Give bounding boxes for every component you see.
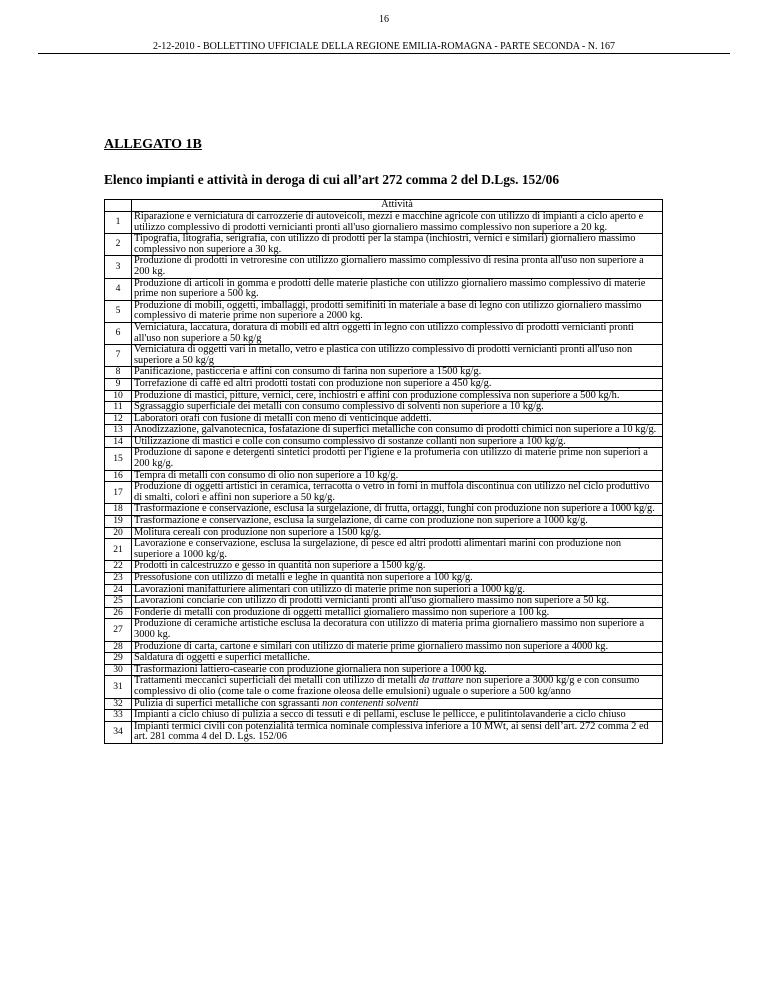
table-row: [105, 641, 663, 653]
row-number: 34: [105, 721, 132, 743]
activity-description: Produzione di ceramiche artistiche esclusa la decoratura con utilizzo di materia prima giornaliero massimo non superiore a 3000 kg.: [132, 619, 663, 641]
activity-description: [132, 676, 663, 698]
activity-description: Pressofusione con utilizzo di metalli e leghe in quantità non superiore a 100 kg/g.: [132, 573, 663, 585]
activity-description: Produzione di carta, cartone e similari con utilizzo di materie prime giornaliero massimo non superiore a 4000 kg.: [132, 641, 663, 653]
row-number: 29: [105, 653, 132, 665]
table-row: [105, 721, 663, 743]
table-row: [105, 504, 663, 516]
list-title: Elenco impianti e attività in deroga di cui all’art 272 comma 2 del D.Lgs. 152/06: [104, 172, 560, 187]
activity-description: Sgrassaggio superficiale dei metalli con consumo complessivo di solventi non superiore a 10 kg/g.: [132, 402, 663, 414]
row-number: 28: [105, 641, 132, 653]
row-number: 15: [105, 448, 132, 470]
table-row: [105, 470, 663, 482]
page-number: 16: [379, 14, 389, 25]
activity-description: Verniciatura di oggetti vari in metallo, vetro e plastica con utilizzo complessivo di prodotti vernicianti pronti all'uso non superiore a 50 kg/g: [132, 345, 663, 367]
description-italic-part: da trattare: [418, 675, 464, 687]
table-row: [105, 367, 663, 379]
activity-description: Tipografia, litografia, serigrafia, con utilizzo di prodotti per la stampa (inchiostri, vernici e similari) giornaliero massimo complessivo non superiore a 30 kg.: [132, 234, 663, 256]
row-number: 22: [105, 561, 132, 573]
row-number: 26: [105, 607, 132, 619]
row-number: 13: [105, 425, 132, 437]
row-number: 32: [105, 698, 132, 710]
table-row: [105, 345, 663, 367]
row-number: 12: [105, 413, 132, 425]
table-row: [105, 561, 663, 573]
activity-description: Anodizzazione, galvanotecnica, fosfatazione di superfici metalliche con consumo di prodotti chimici non superiore a 10 kg/g.: [132, 425, 663, 437]
table-row: [105, 664, 663, 676]
row-number: 20: [105, 527, 132, 539]
row-number: 25: [105, 596, 132, 608]
table-row: [105, 300, 663, 322]
activity-description: Laboratori orafi con fusione di metalli con meno di venticinque addetti.: [132, 413, 663, 425]
table-header-row: [105, 200, 663, 212]
activity-description: Lavorazioni manifatturiere alimentari con utilizzo di materie prime non superiori a 1000 kg/g.: [132, 584, 663, 596]
table-row: [105, 482, 663, 504]
table-row: [105, 278, 663, 300]
activity-description: Impianti a ciclo chiuso di pulizia a secco di tessuti e di pellami, escluse le pellicce, e pulitintolavanderie a ciclo chiuso: [132, 710, 663, 722]
activity-description: Torrefazione di caffè ed altri prodotti tostati con produzione non superiore a 450 kg/g.: [132, 378, 663, 390]
table-row: [105, 710, 663, 722]
activity-description: Molitura cereali con produzione non superiore a 1500 kg/g.: [132, 527, 663, 539]
row-number: 27: [105, 619, 132, 641]
row-number: 7: [105, 345, 132, 367]
table-row: [105, 256, 663, 278]
table-row: [105, 390, 663, 402]
description-part: Trattamenti meccanici superficiali dei metalli con utilizzo di metalli: [134, 675, 419, 687]
row-number: 8: [105, 367, 132, 379]
table-row: [105, 212, 663, 234]
table-row: [105, 322, 663, 344]
activities-table: [104, 199, 663, 744]
table-row: [105, 539, 663, 561]
activity-description: Impianti termici civili con potenzialità termica nominale complessiva inferiore a 10 MWt, ai sensi dell’art. 272 comma 2 ed art. 281 comma 4 del D. Lgs. 152/06: [132, 721, 663, 743]
number-column-header: [105, 200, 132, 212]
row-number: 5: [105, 300, 132, 322]
activity-description: Produzione di mastici, pitture, vernici, cere, inchiostri e affini con produzione complessiva non superiore a 500 kg/h.: [132, 390, 663, 402]
activity-description: Fonderie di metalli con produzione di oggetti metallici giornaliero massimo non superiore a 100 kg.: [132, 607, 663, 619]
table-row: [105, 698, 663, 710]
row-number: 19: [105, 516, 132, 528]
row-number: 2: [105, 234, 132, 256]
row-number: 9: [105, 378, 132, 390]
row-number: 14: [105, 436, 132, 448]
activity-description: Lavorazione e conservazione, esclusa la surgelazione, di pesce ed altri prodotti alimentari marini con produzione non superiore a 1000 kg/g.: [132, 539, 663, 561]
activity-description: Riparazione e verniciatura di carrozzerie di autoveicoli, mezzi e macchine agricole con utilizzo di impianti a ciclo aperto e utilizzo complessivo di prodotti vernicianti pronti all'uso giornaliero massimo complessivo non superiore a 20 kg.: [132, 212, 663, 234]
description-part: Pulizia di superfici metalliche con sgrassanti: [134, 697, 323, 709]
activity-description: Produzione di mobili, oggetti, imballaggi, prodotti semifiniti in materiale a base di legno con utilizzo giornaliero massimo complessivo di materie prime non superiore a 2000 kg.: [132, 300, 663, 322]
row-number: 18: [105, 504, 132, 516]
activity-description: Saldatura di oggetti e superfici metalliche.: [132, 653, 663, 665]
table-row: [105, 527, 663, 539]
row-number: 24: [105, 584, 132, 596]
table-row: [105, 234, 663, 256]
running-header: 2-12-2010 - BOLLETTINO UFFICIALE DELLA REGIONE EMILIA-ROMAGNA - PARTE SECONDA - N. 167: [152, 41, 616, 52]
table-row: [105, 676, 663, 698]
annex-title: ALLEGATO 1B: [104, 137, 202, 152]
activity-description: Trasformazione e conservazione, esclusa la surgelazione, di carne con produzione non superiore a 1000 kg/g.: [132, 516, 663, 528]
table-row: [105, 448, 663, 470]
activity-description: Tempra di metalli con consumo di olio non superiore a 10 kg/g.: [132, 470, 663, 482]
table-row: [105, 653, 663, 665]
row-number: 30: [105, 664, 132, 676]
activity-description: Trasformazioni lattiero-casearie con produzione giornaliera non superiore a 1000 kg.: [132, 664, 663, 676]
table-row: [105, 402, 663, 414]
table-row: [105, 573, 663, 585]
row-number: 1: [105, 212, 132, 234]
row-number: 31: [105, 676, 132, 698]
activity-description: Produzione di articoli in gomma e prodotti delle materie plastiche con utilizzo giornaliero massimo complessivo di materie prime non superiore a 500 kg.: [132, 278, 663, 300]
activity-column-header: Attività: [132, 200, 663, 212]
row-number: 11: [105, 402, 132, 414]
activity-description: Lavorazioni conciarie con utilizzo di prodotti vernicianti pronti all'uso giornaliero massimo non superiore a 50 kg.: [132, 596, 663, 608]
row-number: 4: [105, 278, 132, 300]
activity-description: Panificazione, pasticceria e affini con consumo di farina non superiore a 1500 kg/g.: [132, 367, 663, 379]
table-row: [105, 607, 663, 619]
table-row: [105, 596, 663, 608]
row-number: 21: [105, 539, 132, 561]
activity-description: Produzione di sapone e detergenti sintetici prodotti per l'igiene e la profumeria con utilizzo di materie prime non superiori a 200 kg/g.: [132, 448, 663, 470]
row-number: 16: [105, 470, 132, 482]
activity-description: Produzione di prodotti in vetroresine con utilizzo giornaliero massimo complessivo di resina pronta all'uso non superiore a 200 kg.: [132, 256, 663, 278]
activity-description: Trasformazione e conservazione, esclusa la surgelazione, di frutta, ortaggi, funghi con produzione non superiore a 1000 kg/g.: [132, 504, 663, 516]
description-part: non superiore a 3000 kg/g e con consumo complessivo di olio (come tale o come frazione oleosa delle emulsioni) uguale o superiore a 500 kg/anno: [134, 675, 640, 697]
activity-description: Verniciatura, laccatura, doratura di mobili ed altri oggetti in legno con utilizzo complessivo di prodotti vernicianti pronti all'uso non superiore a 50 kg/g: [132, 322, 663, 344]
table-row: [105, 378, 663, 390]
table-row: [105, 425, 663, 437]
activity-description: [132, 698, 663, 710]
activity-description: Prodotti in calcestruzzo e gesso in quantità non superiore a 1500 kg/g.: [132, 561, 663, 573]
table-row: [105, 619, 663, 641]
row-number: 10: [105, 390, 132, 402]
table-row: [105, 516, 663, 528]
header-divider: [38, 53, 730, 54]
table-row: [105, 413, 663, 425]
row-number: 6: [105, 322, 132, 344]
table-row: [105, 584, 663, 596]
row-number: 33: [105, 710, 132, 722]
activity-description: Utilizzazione di mastici e colle con consumo complessivo di sostanze collanti non superiore a 100 kg/g.: [132, 436, 663, 448]
description-italic-part: non contenenti solventi: [322, 697, 419, 709]
row-number: 3: [105, 256, 132, 278]
table-row: [105, 436, 663, 448]
row-number: 23: [105, 573, 132, 585]
activity-description: Produzione di oggetti artistici in ceramica, terracotta o vetro in forni in muffola discontinua con utilizzo nel ciclo produttivo di smalti, colori e affini non superiore a 50 kg/g.: [132, 482, 663, 504]
row-number: 17: [105, 482, 132, 504]
